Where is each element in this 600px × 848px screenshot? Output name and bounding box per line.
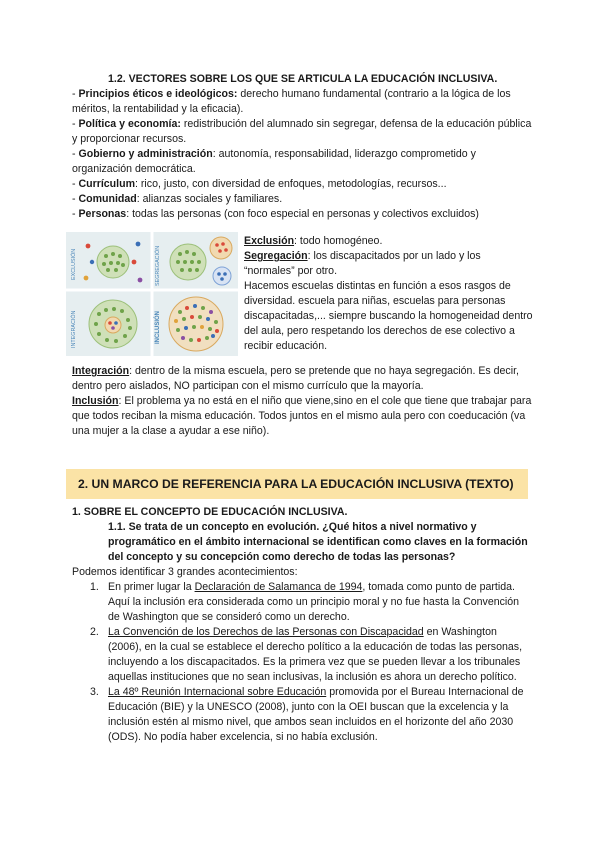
item-text: : autonomía, responsabilidad, liderazgo comprometido y organización democrática. — [72, 148, 476, 175]
term-exclusion: Exclusión — [244, 235, 295, 247]
vector-item-gobierno — [72, 147, 532, 177]
item-text: derecho humano fundamental (contrario a la lógica de los méritos, la rentabilidad y la eficacia). — [72, 88, 511, 115]
item-dash: - — [72, 208, 79, 220]
inclusion-quadrants-figure — [66, 232, 238, 356]
item-text: redistribución del alumnado sin segregar, defensa de la educación pública y proporcionar recursos. — [72, 118, 532, 145]
label-segregacion: SEGREGACIÓN — [155, 245, 161, 286]
item-number: 2. — [90, 626, 99, 638]
definition-inclusion — [72, 394, 532, 439]
label-inclusion: INCLUSIÓN — [155, 311, 161, 344]
item-term: Personas — [78, 208, 127, 220]
item-term: Política y economía: — [78, 118, 181, 130]
section-banner — [66, 469, 528, 499]
item-dash: - — [72, 88, 79, 100]
item-dash: - — [72, 178, 79, 190]
definition-exclusion — [244, 234, 534, 249]
item-link: La 48º Reunión Internacional sobre Educación — [108, 686, 327, 698]
item-term: Currículum — [78, 178, 135, 190]
events-list — [72, 580, 532, 745]
item-number: 1. — [90, 581, 99, 593]
integration-inclusion-text — [72, 364, 532, 439]
text-exclusion: : todo homogéneo. — [294, 235, 383, 247]
text-segregacion: : los discapacitados por un lado y los “normales” por otro. — [244, 250, 481, 277]
item-post: promovida por el Bureau Internacional de Educación (BIE) y la UNESCO (2008), junto con la OEI buscan que la excelencia y la inclusión estén al mismo nivel, que ambos sean incluidos en el horizonte del año 2030 (ODS). No podía haber excelencia, si no había exclusión. — [108, 686, 524, 743]
item-number: 3. — [90, 686, 99, 698]
label-integracion: INTEGRACIÓN — [71, 310, 77, 348]
definition-integracion — [72, 364, 532, 394]
item-dash: - — [72, 148, 79, 160]
segregacion-paragraph: Hacemos escuelas distintas en función a esos rasgos de diversidad. escuela para niñas, escuelas para personas discapacitadas,... siempre buscando la homogeneidad dentro del aula, pero respetando los derechos de ese colectivo a recibir educación. — [244, 280, 533, 352]
item-text: : todas las personas (con foco especial en personas y colectivos excluidos) — [126, 208, 479, 220]
term-integracion: Integración — [72, 365, 130, 377]
intro: Podemos identificar 3 grandes acontecimientos: — [72, 566, 298, 578]
definition-segregacion — [244, 249, 534, 279]
vector-item-politica — [72, 117, 532, 147]
list-item — [72, 580, 532, 625]
item-text: : rico, justo, con diversidad de enfoques, metodologías, recursos... — [135, 178, 447, 190]
vector-item-comunidad — [72, 192, 532, 207]
item-term: Comunidad — [78, 193, 137, 205]
item-pre: En primer lugar la — [108, 581, 195, 593]
item-term: Gobierno y administración — [78, 148, 213, 160]
integracion-scene — [89, 300, 137, 348]
subheading: 1. SOBRE EL CONCEPTO DE EDUCACIÓN INCLUSIVA. — [72, 506, 348, 518]
vector-item-etica — [72, 87, 532, 117]
section-heading: 1.2. VECTORES SOBRE LOS QUE SE ARTICULA LA EDUCACIÓN INCLUSIVA. — [108, 73, 498, 85]
text-inclusion: : El problema ya no está en el niño que viene,sino en el cole que tiene que trabajar para que todos reciban la misma educación. Todos juntos en el mismo aula pero con coeducación (va una mujer a la clase a ayudar a ese niño). — [72, 395, 532, 437]
item-link: La Convención de los Derechos de las Personas con Discapacidad — [108, 626, 424, 638]
item-dash: - — [72, 118, 79, 130]
item-link: Declaración de Salamanca de 1994 — [194, 581, 363, 593]
list-item — [72, 685, 532, 745]
label-exclusion: EXCLUSIÓN — [71, 248, 77, 280]
item-post: en Washington (2006), en la cual se establece el derecho político a la educación de todas las personas, incluyendo a los discapacitados. Es la primera vez que se pueden llevar a los tribunales aquellas instituciones que no sean inclusivas, la inclusión es ahora un derecho político. — [108, 626, 523, 683]
term-inclusion: Inclusión — [72, 395, 119, 407]
item-term: Principios éticos e ideológicos: — [78, 88, 238, 100]
vector-item-curriculum — [72, 177, 532, 192]
figure-definitions — [244, 234, 534, 354]
item-dash: - — [72, 193, 79, 205]
quadrants-illustration — [66, 232, 238, 356]
term-segregacion: Segregación — [244, 250, 308, 262]
section-concepto — [72, 505, 532, 745]
section-vectores — [72, 72, 532, 222]
item-text: : alianzas sociales y familiares. — [136, 193, 283, 205]
inclusion-scene — [169, 297, 223, 351]
vector-item-personas — [72, 207, 532, 222]
list-item — [72, 625, 532, 685]
text-integracion: : dentro de la misma escuela, pero se pretende que no haya segregación. Es decir, dentro pero aislados, NO participan con el mismo currículo que la mayoría. — [72, 365, 519, 392]
question: 1.1. Se trata de un concepto en evolución. ¿Qué hitos a nivel normativo y programático en el ámbito internacional se identifican como claves en la formación del concepto y su concepción como derecho de todas las personas? — [108, 521, 528, 563]
banner-title: 2. UN MARCO DE REFERENCIA PARA LA EDUCACIÓN INCLUSIVA (TEXTO) — [78, 477, 514, 491]
item-post: , tomada como punto de partida. Aquí la inclusión era considerada como un principio moral y no fue hasta la Convención de Washington que se consideró como un derecho. — [108, 581, 520, 623]
